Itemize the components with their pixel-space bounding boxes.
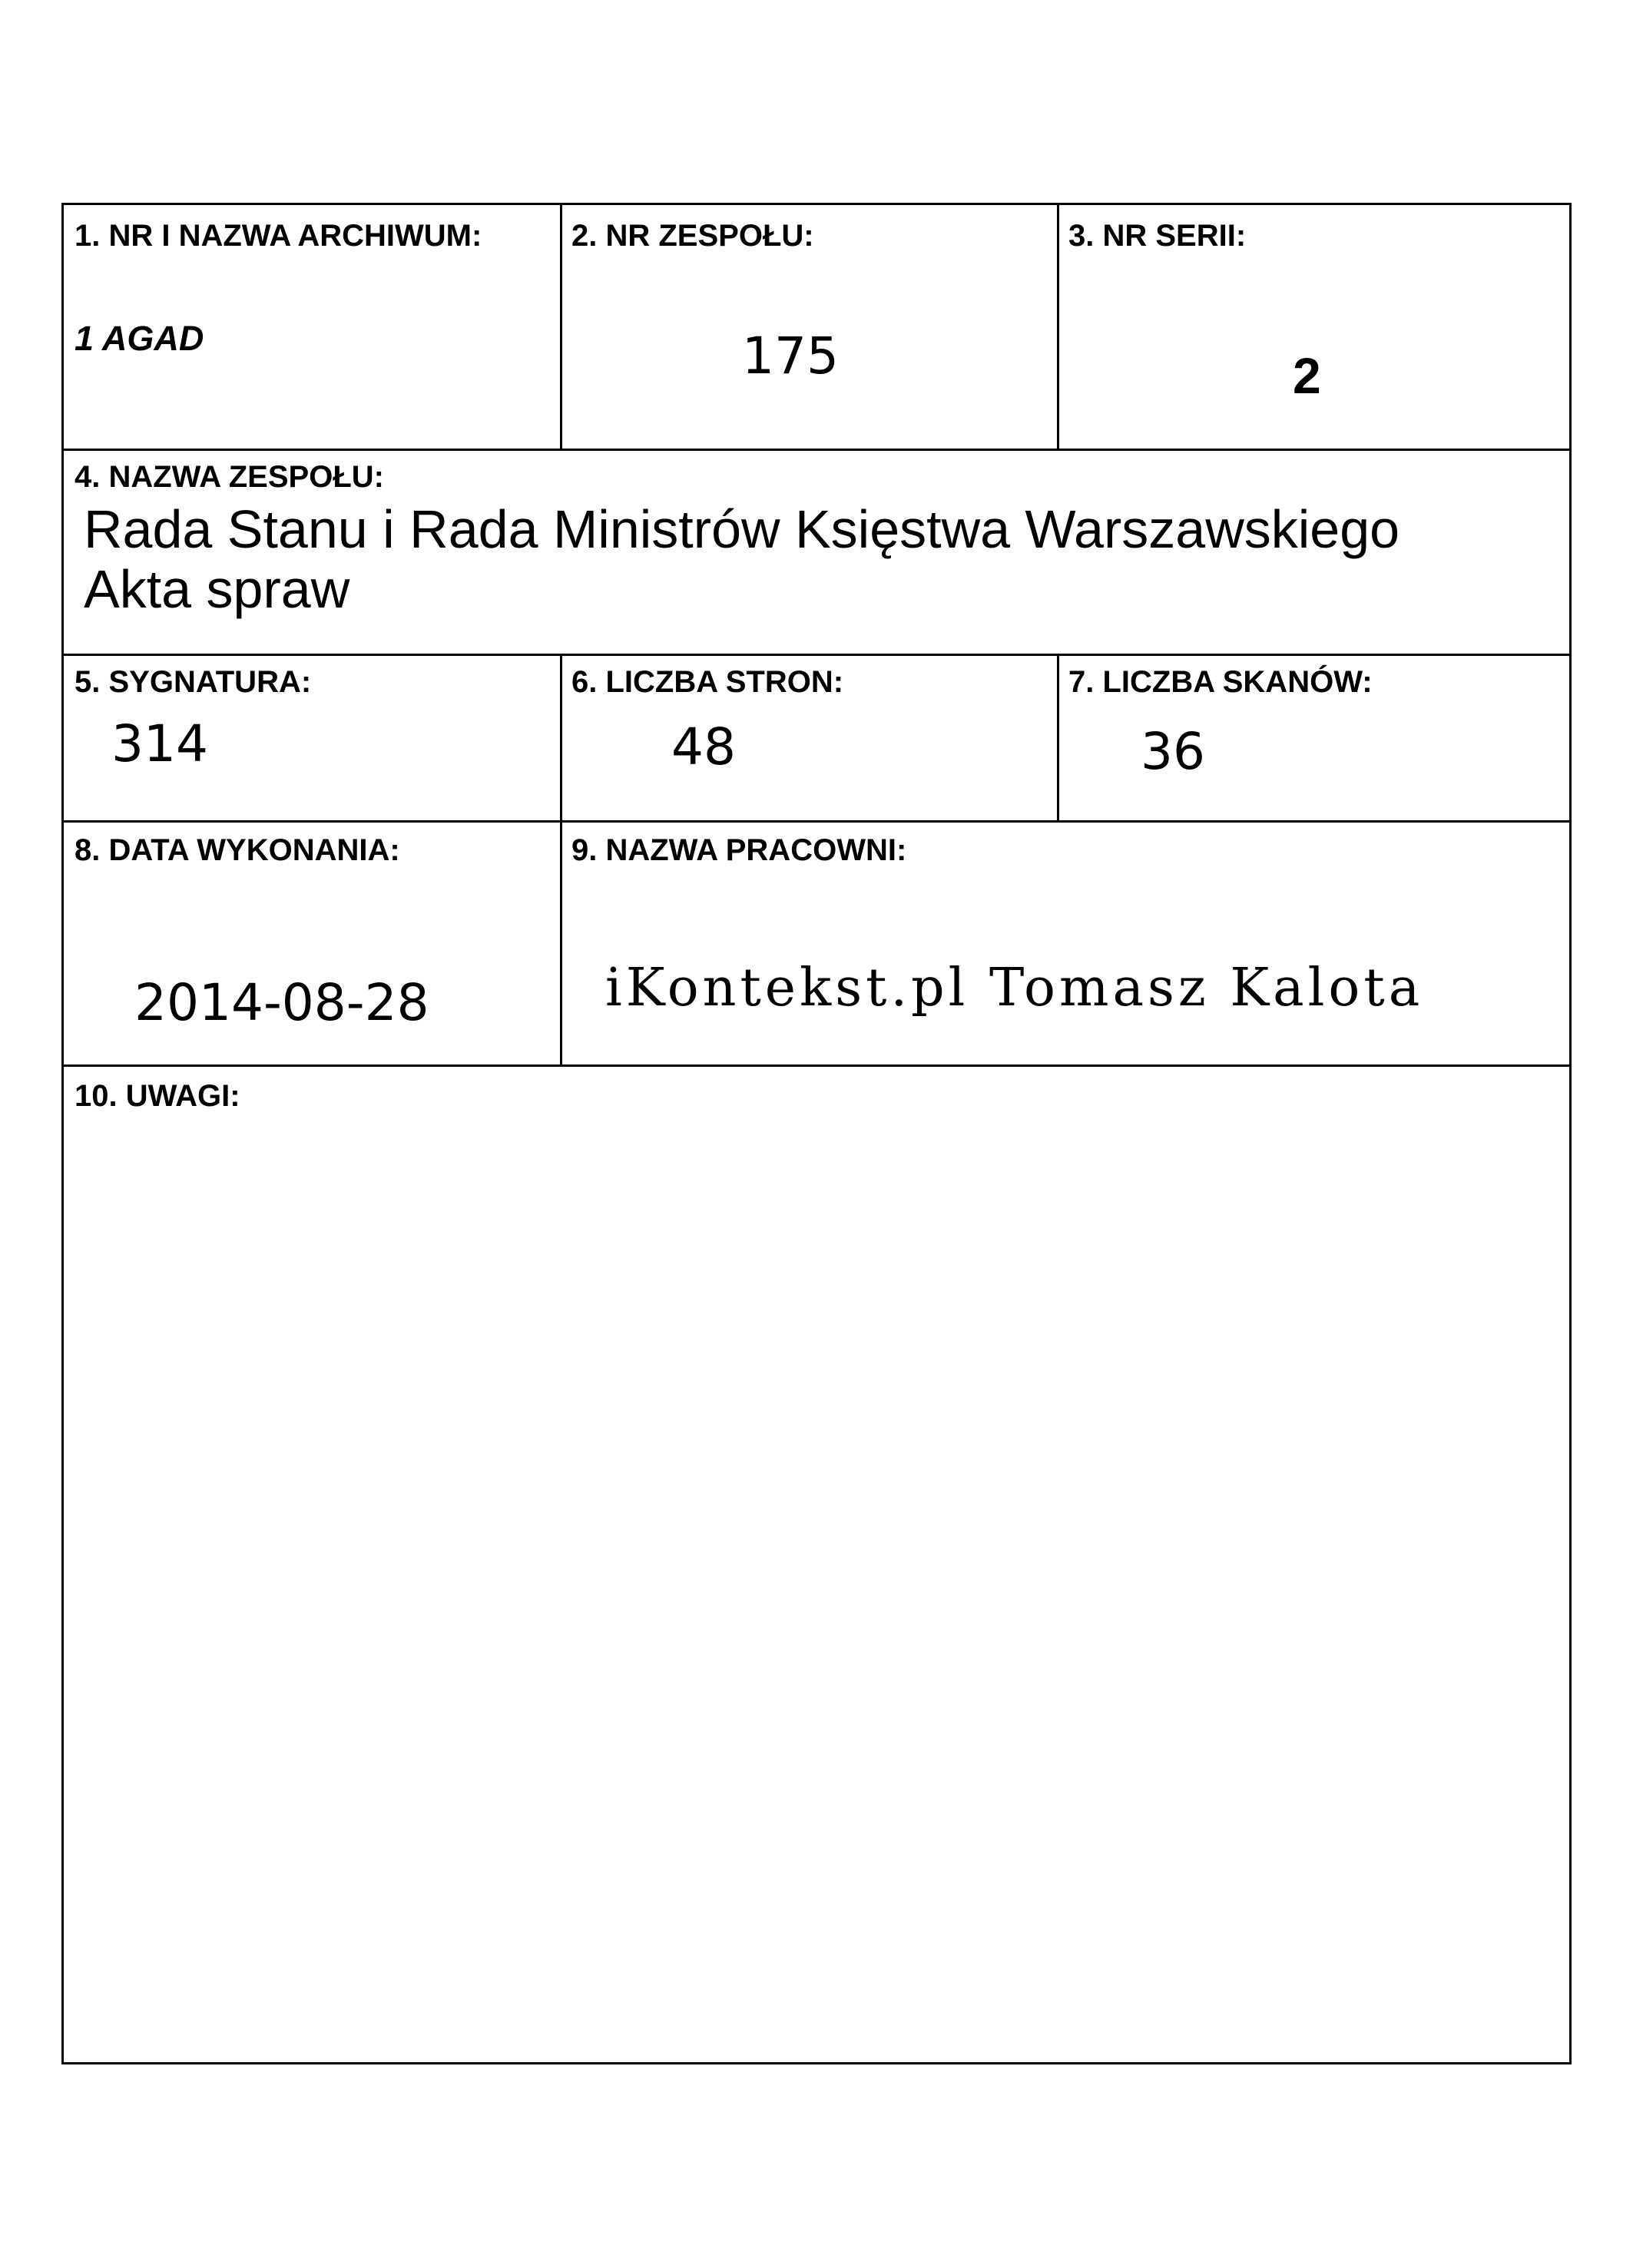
- field-label: 9. NAZWA PRACOWNI:: [571, 833, 907, 867]
- field-label: 5. SYGNATURA:: [75, 665, 312, 699]
- field-value-line2: Akta spraw: [84, 559, 350, 619]
- field-value: 48: [671, 717, 736, 776]
- field-value-line1: Rada Stanu i Rada Ministrów Księstwa Warszawskiego: [84, 499, 1400, 559]
- field-page-count: [562, 656, 1057, 820]
- field-date: [64, 823, 560, 1064]
- field-archive: [64, 205, 560, 449]
- field-workshop: [562, 823, 1569, 1064]
- field-value: 314: [111, 714, 208, 773]
- field-value: 2: [1293, 347, 1321, 404]
- field-label: 8. DATA WYKONANIA:: [75, 833, 400, 867]
- field-label: 2. NR ZESPOŁU:: [571, 219, 814, 253]
- field-scan-count: [1059, 656, 1569, 820]
- field-fonds-number: [562, 205, 1057, 449]
- field-value: 36: [1141, 722, 1205, 781]
- field-value: 1 AGAD: [75, 319, 204, 358]
- field-fonds-name: [64, 451, 1569, 654]
- field-label: 6. LICZBA STRON:: [571, 665, 844, 699]
- field-label: 10. UWAGI:: [75, 1079, 240, 1113]
- field-signature: [64, 656, 560, 820]
- field-label: 4. NAZWA ZESPOŁU:: [75, 460, 384, 494]
- form-frame: [61, 203, 1572, 2064]
- field-label: 7. LICZBA SKANÓW:: [1068, 665, 1373, 699]
- field-value: iKontekst.pl Tomasz Kalota: [605, 958, 1424, 1018]
- field-label: 3. NR SERII:: [1068, 219, 1247, 253]
- field-value: 175: [742, 326, 839, 386]
- field-value: 2014-08-28: [134, 973, 429, 1032]
- field-series-number: [1059, 205, 1569, 449]
- field-notes: [64, 1067, 1569, 2062]
- field-label: 1. NR I NAZWA ARCHIWUM:: [75, 219, 482, 253]
